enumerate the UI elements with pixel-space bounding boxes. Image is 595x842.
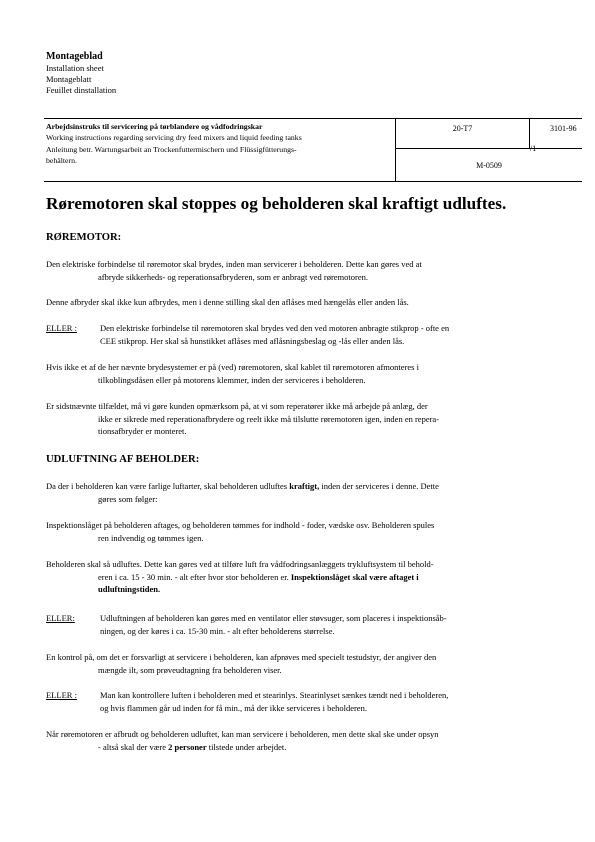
alternative-label: ELLER: [46,613,75,623]
paragraph-7-line-2 [46,571,550,584]
paragraph-9-line-2 [46,741,550,754]
alternative-2-line-2: ningen, og der køres i ca. 15-30 min. - alt efter beholderens størrelse. [100,625,335,636]
paragraph-7-bold-cont: udluftningstiden. [98,584,161,594]
info-description [44,119,396,181]
paragraph-5-line-2: gøres som følger: [98,493,158,504]
paragraph-3 [46,361,550,386]
paragraph-7-line-3 [46,583,550,596]
paragraph-5 [46,480,550,505]
sheet-subtitle-de: Montageblatt [46,74,92,84]
info-title-da: Arbejdsinstruks til servicering på tørblandere og vådfodringskar [46,122,263,131]
paragraph-6-line-2: ren indvendig og tømmes igen. [98,532,204,543]
alternative-label: ELLER : [46,690,77,700]
paragraph-5-text-b: inden der serviceres i denne. Dette [319,481,439,491]
info-code-1: 20-T7 [396,119,530,149]
info-code-2-text: 3101-96 /1 [530,124,577,153]
info-code-2 [530,119,582,153]
paragraph-2: Denne afbryder skal ikke kun afbrydes, men i denne stilling skal den aflåses med hængelås eller anden lås. [46,297,409,307]
paragraph-1-line-2: afbryde sikkerheds- og reperationsafbryderen, som er anbragt ved røremotoren. [98,271,369,282]
sheet-header [46,50,116,96]
paragraph-9-bold: 2 personer [168,741,207,752]
paragraph-6 [46,519,550,544]
paragraph-8-line-1: En kontrol på, om det er forsvarligt at servicere i beholderen, kan afprøves med specielt testudstyr, der angiver den [46,652,437,662]
section-heading-motor: RØREMOTOR: [46,232,122,243]
info-code-3: M-0509 [476,161,502,170]
alternative-2-line-1: Udluftningen af beholderen kan gøres med en ventilator eller støvsuger, som placeres i inspektionsåb- [100,613,447,623]
sheet-title: Montageblad [46,51,103,62]
sheet-subtitle-en: Installation sheet [46,63,104,73]
paragraph-7-text: eren i ca. 15 - 30 min. - alt efter hvor stor beholderen er. [98,571,291,582]
paragraph-9 [46,728,550,753]
paragraph-3-line-2: tilkoblingsdåsen eller på motorens klemmer, inden der serviceres i beholderen. [98,374,366,385]
paragraph-4-line-2: ikke er sikrede med reperationafbrydere og reelt ikke må tilslutte røremotoren igen, inden en repera- [98,413,440,424]
info-box [44,118,582,182]
paragraph-6-line-1: Inspektionslåget på beholderen aftages, og beholderen tømmes for indhold - foder, vædske osv. Beholderen spules [46,520,435,530]
paragraph-4 [46,400,550,438]
paragraph-4-line-3: tionsafbryder er monteret. [98,426,187,436]
paragraph-5-line-1 [46,481,439,491]
paragraph-5-text-a: Da der i beholderen kan være farlige luftarter, skal beholderen udluftes [46,481,290,491]
alternative-1-line-2: CEE stikprop. Her skal så hunstikket aflåses med aflåsningsbeslag og -lås eller anden lås. [100,335,405,346]
alternative-3-text [100,689,550,714]
alternative-1-text [100,322,550,347]
alternative-1-line-1: Den elektriske forbindelse til røremotoren skal brydes ved den ved motoren anbragte stikprop - ofte en [100,323,450,333]
paragraph-9-text-b: tilstede under arbejdet. [206,741,287,752]
paragraph-7-line-1: Beholderen skal så udluftes. Dette kan gøres ved at tilføre luft fra vådfodringsanlæggets trykluftsystem til behold- [46,559,434,569]
document-title: Røremotoren skal stoppes og beholderen skal kraftigt udluftes. [46,194,507,213]
alternative-3-line-1: Man kan kontrollere luften i beholderen med et stearinlys. Stearinlyset sænkes tændt ned i beholderen, [100,690,449,700]
paragraph-3-line-1: Hvis ikke et af de her nævnte brydesystemer er på (ved) røremotoren, skal kablet til røremotoren afmonteres i [46,362,419,372]
info-title-en: Working instructions regarding servicing dry feed mixers and liquid feeding tanks [46,133,302,143]
paragraph-9-text-a: - altså skal der være [98,741,169,752]
paragraph-7-bold: Inspektionslåget skal være aftaget i [290,571,419,582]
paragraph-9-line-1: Når røremotoren er afbrudt og beholderen udluftet, kan man servicere i beholderen, men dette skal ske under opsyn [46,729,439,739]
alternative-2-text [100,612,550,637]
info-title-de: Anleitung betr. Wartungsarbeit an Trockenfuttermischern und Flüssigfütterungs- [46,144,297,154]
info-title-de-cont: behältern. [46,156,77,166]
sheet-subtitle-fr: Feuillet dinstallation [46,85,117,95]
paragraph-1 [46,258,550,283]
paragraph-8-line-2: mængde ilt, som prøveudtagning fra beholderen viser. [98,664,282,675]
paragraph-5-bold: kraftigt, [289,481,320,491]
alternative-3-line-2: og hvis flammen går ud inden for få min., må der ikke serviceres i beholderen. [100,702,367,713]
paragraph-8 [46,651,550,676]
paragraph-7 [46,558,550,596]
alternative-label: ELLER : [46,323,77,333]
section-heading-ventilation: UDLUFTNING AF BEHOLDER: [46,454,200,465]
paragraph-4-line-1: Er sidstnævnte tilfældet, må vi gøre kunden opmærksom på, at vi som reperatører ikke må arbejde på anlæg, der [46,401,428,411]
paragraph-1-line-1: Den elektriske forbindelse til røremotor skal brydes, inden man servicerer i beholderen. Dette kan gøres ved at [46,259,422,269]
